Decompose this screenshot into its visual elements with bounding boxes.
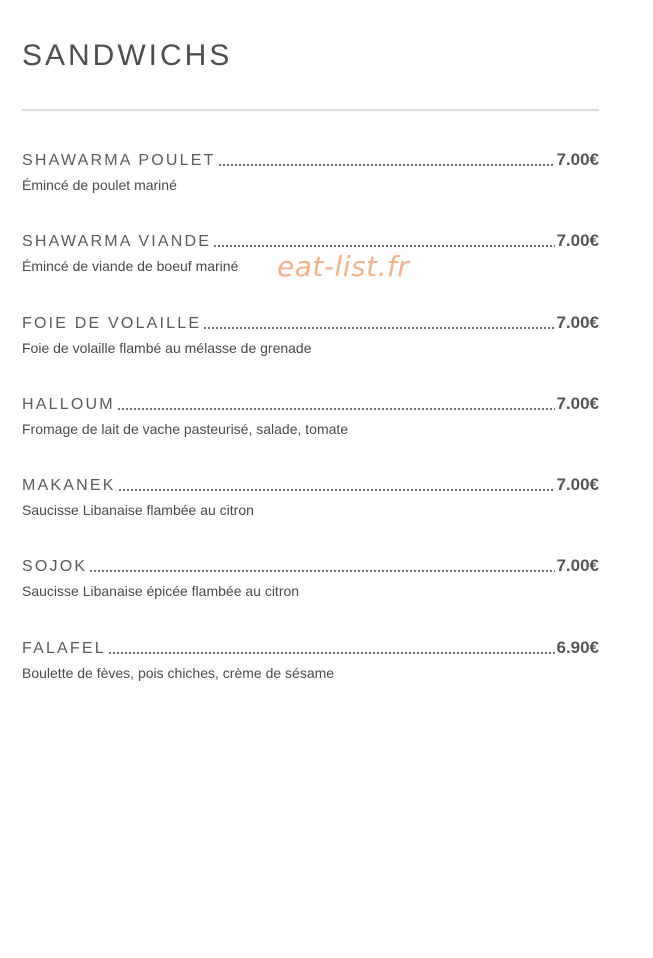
menu-item-header (22, 473, 599, 497)
menu-item-description: Boulette de fèves, pois chiches, crème de sésame (22, 664, 335, 681)
menu-item-price: 7.00€ (556, 556, 599, 576)
menu-item-name: SOJOK (22, 558, 88, 576)
menu-item-header (22, 554, 599, 578)
menu-item-price: 7.00€ (556, 312, 599, 332)
menu-item-name: HALLOUM (22, 395, 115, 413)
menu-item-description: Émincé de poulet mariné (22, 177, 177, 193)
menu-item-list (22, 148, 599, 717)
menu-item-name: SHAWARMA VIANDE (22, 233, 212, 251)
menu-item (22, 311, 599, 392)
menu-item (22, 473, 599, 554)
dot-leader (218, 163, 556, 167)
dot-leader (213, 244, 555, 248)
menu-item-price: 7.00€ (556, 150, 599, 169)
dot-leader (203, 326, 555, 330)
dot-leader (117, 407, 556, 411)
menu-item-description: Émincé de viande de boeuf mariné (22, 258, 239, 275)
menu-item-description: Saucisse Libanaise épicée flambée au citron (22, 583, 300, 600)
menu-item-price: 7.00€ (556, 393, 599, 413)
menu-item-price: 7.00€ (556, 231, 599, 251)
menu-item-name: FALAFEL (22, 639, 106, 657)
menu-item (22, 636, 599, 717)
title-divider (22, 109, 599, 111)
menu-item-name: SHAWARMA POULET (22, 152, 216, 169)
watermark-text: eat-list.fr (277, 250, 410, 283)
page-title: SANDWICHS (22, 39, 233, 72)
menu-item-header (22, 311, 599, 335)
menu-item-description: Saucisse Libanaise flambée au citron (22, 502, 254, 519)
menu-item (22, 554, 599, 635)
menu-item-header (22, 392, 599, 416)
menu-item-header (22, 148, 599, 172)
menu-item-description: Fromage de lait de vache pasteurisé, salade, tomate (22, 420, 349, 437)
menu-item-price: 7.00€ (556, 475, 599, 495)
menu-item-name: MAKANEK (22, 477, 116, 495)
dot-leader (118, 488, 556, 492)
menu-item (22, 392, 599, 473)
dot-leader (89, 569, 555, 573)
menu-item-name: FOIE DE VOLAILLE (22, 314, 202, 332)
menu-item-description: Foie de volaille flambé au mélasse de grenade (22, 339, 312, 356)
menu-item-header (22, 636, 599, 660)
menu-item-price: 6.90€ (556, 637, 599, 657)
dot-leader (108, 651, 556, 655)
menu-item (22, 148, 599, 229)
